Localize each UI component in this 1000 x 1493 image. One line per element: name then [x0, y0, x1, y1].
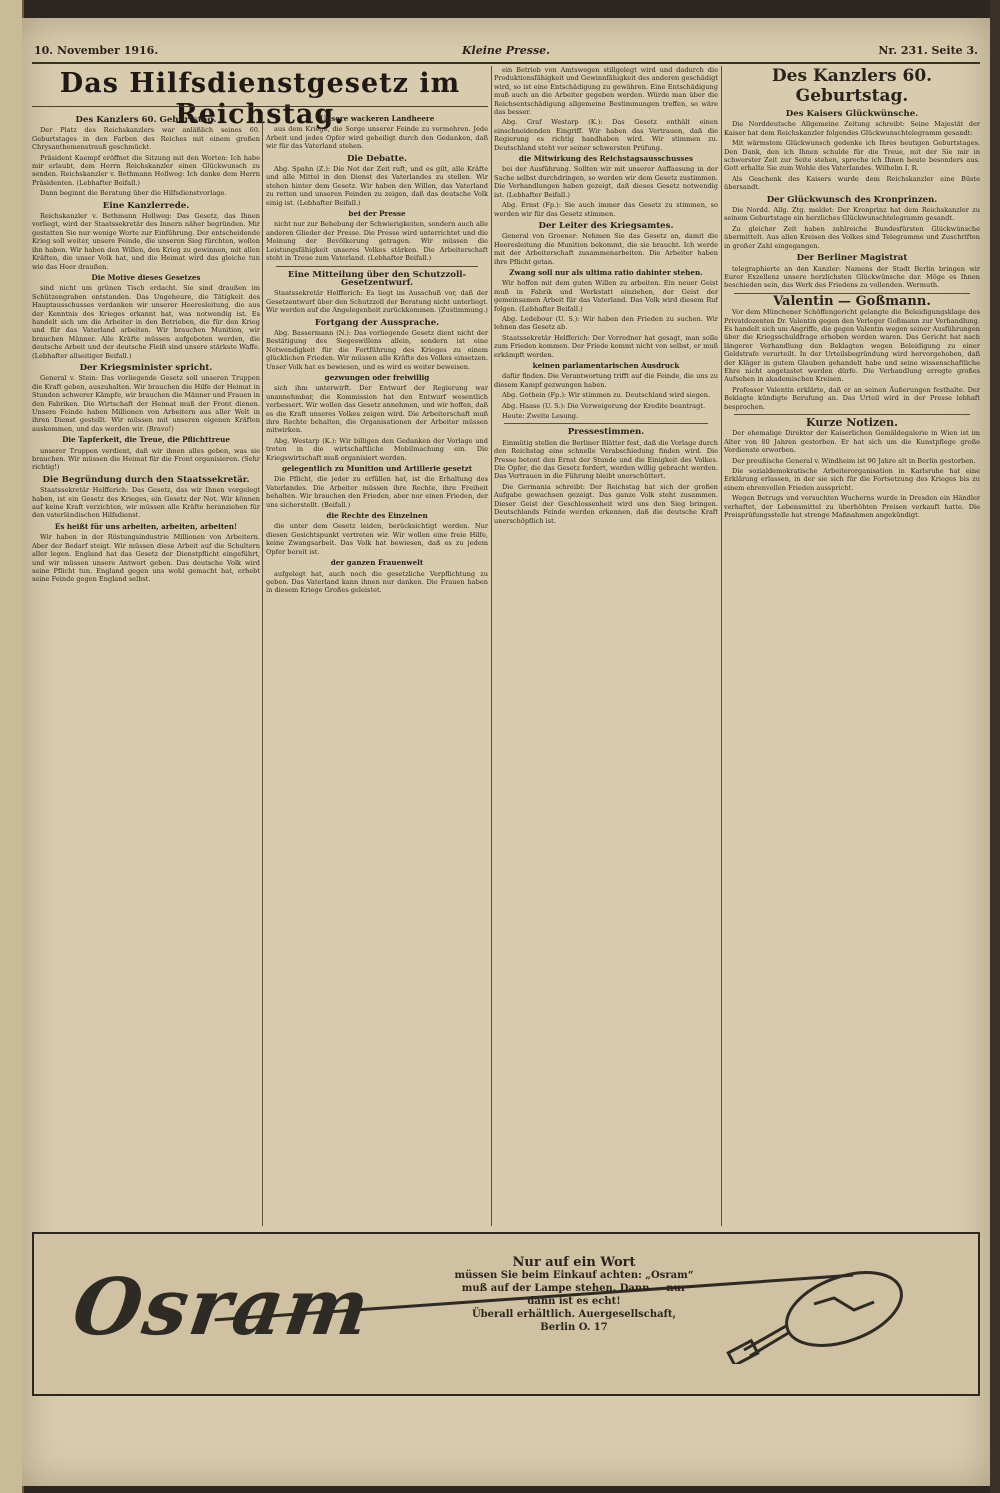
paragraph: Abg. Spahn (Z.): Die Not der Zeit ruft, und es gilt, alle Kräfte und alle Mittel in den Dienst des Vaterlandes zu stellen. Wir stehen hinter dem Gesetz. Wir haben den Willen, das Vaterland zu retten und unseren Feinden zu zeigen, daß das deutsche Volk einig ist. (Lebhafter Beifall.): [266, 165, 488, 207]
paragraph: Staatssekretär Helfferich: Das Gesetz, das wir Ihnen vorgelegt haben, ist ein Gesetz des Krieges, ein Gesetz der Not. Wir können auf keine Kraft verzichten, wir müssen alle Kräfte heranziehen für den vaterländischen Hilfsdienst.: [32, 486, 260, 520]
subheading: Der Leiter des Kriegsamtes.: [538, 220, 674, 231]
ad-headline: Nur auf ein Wort: [512, 1255, 636, 1270]
paragraph: die unter dem Gesetz leiden, berücksichtigt werden. Nur diesen Gesichtspunkt vertreten wir. Wir wollen eine freie Hilfe, keine Zwangsarbeit. Das Volk hat bewiesen, daß es zu jedem Opfer bereit ist.: [266, 522, 488, 556]
header-paper-name: Kleine Presse.: [461, 44, 551, 57]
paragraph: General v. Stein: Das vorliegende Gesetz soll unseren Truppen die Kraft geben, auszuhalten. Wir brauchen die Hilfe der Heimat in Stunden schwerer Kämpfe, wir brauchen die Männer und Frauen in den Fabriken. Die Wirtschaft der Heimat muß der Front dienen. Unsere Feinde haben Millionen von Arbeitern aus aller Welt in ihren Dienst gestellt. Wir müssen mit unseren eigenen Kräften auskommen, und das werden wir. (Bravo!): [32, 374, 260, 433]
paragraph: Wir haben in der Rüstungsindustrie Millionen von Arbeitern. Aber der Bedarf steigt. Wir müssen diese Arbeit auf die Schultern aller legen. England hat das Gesetz der Dienstpflicht eingeführt, und wir müssen unsere Antwort geben. Das deutsche Volk wird seine Pflicht tun. England gegen uns wohl gemacht hat, erhebt seine Feinde gegen England selbst.: [32, 533, 260, 584]
newspaper-page: [22, 18, 990, 1486]
paragraph: Abg. Ledebour (U. S.): Wir haben den Frieden zu suchen. Wir lehnen das Gesetz ab.: [494, 314, 718, 332]
subheading: Der Berliner Magistrat: [796, 253, 908, 264]
paragraph: Die sozialdemokratische Arbeiterorganisation in Karlsruhe hat eine Erklärung erlassen, in der sie sich für die Fortsetzung des Krieges bis zu einem ehrenvollen Frieden ausspricht.: [724, 467, 980, 492]
inline-heading: Es heißt für uns arbeiten, arbeiten, arbeiten!: [54, 521, 238, 531]
article-headline: Des Kanzlers 60. Geburtstag.: [771, 66, 933, 106]
bottom-margin: [32, 1398, 980, 1478]
paragraph: Abg. Gothein (Fp.): Wir stimmen zu. Deutschland wird siegen.: [502, 391, 711, 400]
subheading: Eine Mitteilung über den Schutzzoll-Gesetzentwurf.: [287, 269, 467, 288]
paragraph: Staatssekretär Helfferich: Es liegt im Ausschuß vor, daß der Gesetzentwurf über den Schutzzoll der Beratung nicht unterliegt. Wir werden auf die Angelegenheit zurückkommen. (Zustimmung.): [266, 289, 488, 315]
paragraph: Die Germania schreibt: Der Reichstag hat sich der großen Aufgabe gewachsen gezeigt. Das ganze Volk steht zusammen. Dieser Geist der Geschlossenheit wird uns den Sieg bringen. Deutschlands Feinde werden erkennen, daß die deutsche Kraft unerschöpflich ist.: [494, 482, 718, 525]
section-rule: [276, 266, 478, 267]
subheading: Die Begründung durch den Staatssekretär.: [42, 474, 250, 485]
paragraph: dafür finden. Die Verantwortung trifft auf die Feinde, die uns zu diesem Kampf gezwungen haben.: [494, 372, 718, 389]
lightbulb-icon: [724, 1254, 924, 1364]
paragraph: Dann beginnt die Beratung über die Hilfsdienstvorlage.: [40, 189, 227, 198]
paragraph: Staatssekretär Helfferich: Der Vorredner hat gesagt, man solle zum Frieden kommen. Der Friede kommt nicht von selbst, er muß erkämpft werden.: [494, 333, 718, 359]
inline-heading: gezwungen oder freiwillig: [324, 372, 430, 382]
subheading: Eine Kanzlerrede.: [102, 200, 190, 211]
header-date: 10. November 1916.: [34, 44, 159, 57]
subheading: Der Glückwunsch des Kronprinzen.: [766, 194, 938, 205]
paragraph: Abg. Bassermann (N.): Das vorliegende Gesetz dient nicht der Bestätigung des Siegeswillens allein, sondern ist eine Notwendigkeit für die Fortführung des Krieges zu einem glücklichen Frieden. Wir müssen alle Kräfte des Volkes einsetzen. Unser Volk hat es bewiesen, und es wird es weiter beweisen.: [266, 328, 488, 371]
section-rule: [734, 414, 970, 415]
paragraph: Einmütig stellen die Berliner Blätter fest, daß die Vorlage durch den Reichstag eine schnelle Verabschiedung finden wird. Die Presse betont den Ernst der Stunde und die Einigkeit des Volkes. Die Opfer, die das Gesetz fordert, werden willig gebracht werden. Das Vertrauen in die Führung bleibt unerschüttert.: [494, 438, 718, 481]
paragraph: Heute: Zweite Lesung.: [502, 412, 579, 421]
paragraph: Zu gleicher Zeit haben zahlreiche Bundesfürsten Glückwünsche übermittelt. Aus allen Kreisen des Volkes sind Telegramme und Zuschriften in großer Zahl eingegangen.: [724, 224, 980, 250]
column-rule-1: [262, 112, 263, 1226]
paragraph: aufgelegt hat, auch noch die gesetzliche Verpflichtung zu geben. Das Vaterland kann ihnen nur danken. Die Frauen haben in diesem Kriege Großes geleistet.: [266, 569, 488, 595]
page-header: [34, 44, 978, 60]
inline-heading: Unsere wackeren Landheere: [319, 114, 435, 123]
inline-heading: der ganzen Frauenwelt: [330, 558, 424, 568]
paragraph: telegraphierte an den Kanzler: Namens der Stadt Berlin bringen wir Eurer Exzellenz unsere herzlichsten Glückwünsche dar. Möge es Ihnen beschieden sein, das Werk des Friedens zu vollenden. Wermuth.: [724, 264, 980, 290]
ad-footer: Überall erhältlich. Auergesellschaft, Berlin O. 17: [471, 1309, 677, 1333]
inline-heading: die Mitwirkung des Reichstagsausschusses: [518, 154, 694, 164]
paragraph: Die Norddeutsche Allgemeine Zeitung schreibt: Seine Majestät der Kaiser hat dem Reichskanzler folgendes Glückwunschtelegramm gesandt:: [724, 120, 980, 137]
osram-advertisement: [32, 1232, 980, 1396]
paragraph: Wegen Betrugs und versuchten Wucherns wurde in Dresden ein Händler verhaftet, der Lebensmittel zu überhöhten Preisen verkauft hatte. Die Preisprüfungsstelle hat strenge Maßnahmen angekündigt.: [724, 494, 980, 520]
paragraph: General von Groener: Nehmen Sie das Gesetz an, damit die Heeresleitung die Munition bekommt, die sie braucht. Ich werde mit der Arbeiterschaft zusammenarbeiten. Die Arbeiter haben ihre Pflicht getan.: [494, 232, 718, 266]
subheading: Des Kaisers Glückwünsche.: [785, 109, 919, 119]
binding-edge: [990, 0, 1000, 1493]
ad-body: müssen Sie beim Einkauf achten: „Osram“ muß auf der Lampe stehen. Dann — nur dann ist es echt!: [454, 1270, 694, 1307]
column-4: [724, 66, 980, 1221]
ad-copy: [454, 1256, 694, 1334]
column-rule-3: [721, 66, 722, 1226]
paragraph: Als Geschenk des Kaisers wurde dem Reichskanzler eine Büste übersandt.: [724, 174, 980, 192]
paragraph: Vor dem Münchener Schöffengericht gelangte die Beleidigungsklage des Privatdozenten Dr. Valentin gegen den Verleger Goßmann zur Verhandlung. Es handelt sich um Angriffe, die gegen Valentin wegen seiner Ausführungen über die Kriegsschuldfrage erhoben worden waren. Das Gericht hat nach längerer Verhandlung den Beklagten wegen Beleidigung zu einer Geldstrafe verurteilt. In der Urteilsbegründung wird hervorgehoben, daß der Kläger in gutem Glauben gehandelt habe und seine wissenschaftliche Ehre nicht angetastet werden dürfe. Die Verhandlung erregte großes Aufsehen in akademischen Kreisen.: [724, 308, 980, 384]
paragraph: bei der Ausführung. Sollten wir mit unserer Auffassung in der Sache selbst durchdringen, so werden wir dem Gesetz zustimmen. Die Verhandlungen haben gezeigt, daß dieses Gesetz notwendig ist. (Lebhafter Beifall.): [494, 165, 718, 199]
column-rule-2: [491, 66, 492, 1226]
paragraph: Abg. Graf Westarp (K.): Das Gesetz enthält einen einschneidenden Eingriff. Wir haben das Vertrauen, daß die Regierung es richtig handhaben wird. Wir stimmen zu. Deutschland steht vor seiner schwersten Prüfung.: [494, 118, 718, 152]
column-3: [494, 66, 718, 1221]
headline-rule: [32, 106, 488, 107]
subheading: Fortgang der Aussprache.: [314, 317, 440, 328]
paragraph: Die Pflicht, die jeder zu erfüllen hat, ist die Erhaltung des Vaterlandes. Die Arbeiter müssen ihre Rechte, ihre Freiheit behalten. Wir brauchen den Frieden, aber nur einen Frieden, der uns sicherstellt. (Beifall.): [266, 475, 488, 509]
paragraph: sich ihm unterwirft. Der Entwurf der Regierung war unannehmbar, die Kommission hat den Entwurf wesentlich verbessert. Wir wollen das Gesetz annehmen, und wir hoffen, daß es die Kraft unseres Volkes zeigen wird. Die Arbeiterschaft muß ihre Rechte behalten, die Organisationen der Arbeiter müssen mitwirken.: [266, 384, 488, 435]
paragraph: ein Betrieb von Amtswegen stillgelegt wird und dadurch die Produktionsfähigkeit und Gewinnfähigkeit des anderen geschädigt wird, so ist eine Entschädigung zu gewähren. Eine Entschädigung muß auch an die Arbeiter gegeben werden. Würde man über die Reichsentschädigung allgemeine Bestimmungen treffen, so wäre das besser.: [494, 66, 718, 117]
paragraph: Wir hoffen mit dem guten Willen zu arbeiten. Ein neuer Geist muß in Fabrik und Werkstatt einziehen, der Geist der gemeinsamen Arbeit für das Vaterland. Das Volk wird diesem Ruf folgen. (Lebhafter Beifall.): [494, 279, 718, 313]
paragraph: Der preußische General v. Windheim ist 90 Jahre alt in Berlin gestorben.: [732, 456, 976, 465]
subheading: Die Debatte.: [346, 153, 408, 164]
subheading: Kurze Notizen.: [806, 416, 898, 429]
inline-heading: Die Tapferkeit, die Treue, die Pflichttreue: [62, 435, 230, 445]
column-2: [266, 112, 488, 1222]
paragraph: Abg. Haase (U. S.): Die Verweigerung der Kredite beantragt.: [502, 401, 706, 410]
paragraph: Reichskanzler v. Bethmann Hollweg: Das Gesetz, das Ihnen vorliegt, wird der Staatssekretär des Innern näher begründen. Mir gestatten Sie nur wenige Worte zur Einführung. Der entscheidende Krieg soll weiter, unsere Feinde, die unseren Sieg fürchten, wollen ihn haben. Wir haben den Willen, den Krieg zu gewinnen, mit allen Kräften, die unser Volk hat, und die Heimat wird das gleiche tun wie das Heer draußen.: [32, 212, 260, 271]
section-rule: [504, 423, 708, 424]
paragraph: unserer Truppen verdient, daß wir ihnen alles geben, was sie brauchen. Wir müssen die Heimat für die Front organisieren. (Sehr richtig!): [32, 446, 260, 472]
paragraph: aus dem Kriege, die Sorge unserer Feinde zu vermehren. Jede Arbeit und jedes Opfer wird geheiligt durch den Gedanken, daß wir für das Vaterland stehen.: [266, 125, 488, 151]
paragraph: sind nicht um grünen Tisch erdacht. Sie sind draußen im Schützengraben entstanden. Das Ungeheure, die Tätigkeit des Hauptausschusses verdanken wir unserer Heeresleitung, die aus der Kenntnis des Krieges erkannt hat, was notwendig ist. Es handelt sich um die Arbeiter in den Betrieben, die für den Krieg und für das Vaterland arbeiten. Wir brauchen Munition, wir brauchen Männer. Alle Kräfte müssen aufgeboten werden, die deutsche Arbeit und der deutsche Fleiß sind unsere stärkste Waffe. (Lebhafter allseitiger Beifall.): [32, 284, 260, 360]
column-1: [32, 112, 260, 1222]
paragraph: Abg. Ernst (Fp.): Sie auch immer das Gesetz zu stimmen, so werden wir für das Gesetz stimmen.: [494, 201, 718, 218]
inline-heading: die Rechte des Einzelnen: [326, 511, 428, 521]
paragraph: Abg. Westarp (K.): Wir billigen den Gedanken der Vorlage und treten in die wirtschaftliche Mobilmachung ein. Die Kriegswirtschaft muß organisiert werden.: [266, 436, 488, 462]
previous-page-text: [0, 0, 22, 30]
paragraph: Die Nordd. Allg. Ztg. meldet: Der Kronprinz hat dem Reichskanzler zu seinem Geburtstage ein herzliches Glückwunschtelegramm gesandt.: [724, 206, 980, 223]
inline-heading: Zwang soll nur als ultima ratio dahinter stehen.: [509, 267, 703, 277]
osram-logo: Osram: [67, 1262, 377, 1353]
header-rule: [32, 62, 980, 64]
main-headline: Das Hilfsdienstgesetz im Reichstag.: [59, 68, 461, 130]
inline-heading: keinen parlamentarischen Ausdruck: [532, 361, 680, 370]
subheading: Des Kanzlers 60. Geburtstag.: [75, 115, 217, 125]
previous-page-edge: [0, 0, 24, 1493]
subheading: Der Kriegsminister spricht.: [79, 362, 213, 373]
paragraph: nicht nur zur Behebung der Schwierigkeiten, sondern auch alle anderen Glieder der Presse. Die Presse wird unterrichtet und die Meinung der Bevölkerung getragen. Wir müssen die Leistungsfähigkeit unseres Volkes stärken. Die Arbeiterschaft steht in Treue zum Vaterland. (Lebhafter Beifall.): [266, 220, 488, 263]
subheading: Valentin — Goßmann.: [773, 293, 931, 309]
paragraph: Mit wärmstem Glückwunsch gedenke ich Ihres heutigen Geburtstages. Den Dank, den ich Ihnen schulde für die Treue, mit der Sie mir in schwerster Zeit zur Seite stehen, spreche ich Ihnen heute besonders aus. Gott erhalte Sie zum Wohle des Vaterlandes. Wilhelm I. R.: [724, 139, 980, 173]
inline-heading: bei der Presse: [348, 209, 406, 219]
header-page-number: Nr. 231. Seite 3.: [878, 44, 978, 57]
paragraph: Der Platz des Reichskanzlers war anläßlich seines 60. Geburtstages in den Farben des Reiches mit einem großen Chrysanthemenstrauß geschmückt.: [32, 126, 260, 152]
paragraph: Präsident Kaempf eröffnet die Sitzung mit den Worten: Ich habe mir erlaubt, dem Herrn Reichskanzler einen Glückwunsch zu senden. Reichskanzler v. Bethmann Hollweg: Ich danke dem Herrn Präsidenten. (Lebhafter Beifall.): [32, 153, 260, 187]
inline-heading: gelegentlich zu Munition und Artillerie gesetzt: [281, 464, 473, 474]
inline-heading: Die Motive dieses Gesetzes: [91, 272, 201, 282]
paragraph: Der ehemalige Direktor der Kaiserlichen Gemäldegalerie in Wien ist im Alter von 80 Jahren gestorben. Er hat sich um die Kunstpflege große Verdienste erworben.: [724, 429, 980, 455]
paragraph: Professor Valentin erklärte, daß er an seinen Äußerungen festhalte. Der Beklagte kündigte Berufung an. Das Urteil wird in der Presse lebhaft besprochen.: [724, 385, 980, 411]
subheading: Pressestimmen.: [567, 427, 645, 438]
